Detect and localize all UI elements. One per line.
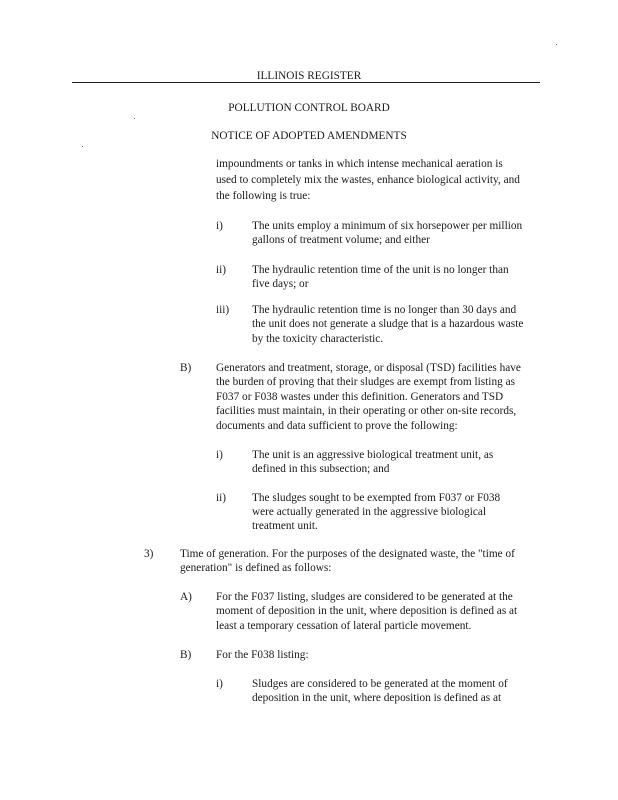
list-marker: ii) xyxy=(216,492,227,504)
list-item-line: defined in this subsection; and xyxy=(252,463,390,475)
list-item-line: the unit does not generate a sludge that is a hazardous waste xyxy=(252,318,524,330)
board-title: POLLUTION CONTROL BOARD xyxy=(228,102,390,114)
body-line: For the F037 listing, sludges are considered to be generated at the xyxy=(216,591,513,603)
body-line: documents and data sufficient to prove the following: xyxy=(216,420,458,432)
list-item-line: The sludges sought to be exempted from F037 or F038 xyxy=(252,492,501,504)
list-item-line: The units employ a minimum of six horsepower per million xyxy=(252,220,523,232)
body-line: moment of deposition in the unit, where deposition is defined as at xyxy=(216,605,518,617)
list-item-line: treatment unit. xyxy=(252,520,318,532)
para-marker: B) xyxy=(180,362,192,374)
list-marker: ii) xyxy=(216,264,227,276)
body-line: For the F038 listing: xyxy=(216,649,309,661)
notice-title: NOTICE OF ADOPTED AMENDMENTS xyxy=(211,130,407,142)
list-marker: i) xyxy=(216,220,223,232)
list-marker: iii) xyxy=(216,304,230,316)
list-item-line: five days; or xyxy=(252,278,309,290)
body-line: the following is true: xyxy=(216,190,311,202)
body-line: F037 or F038 wastes under this definition. Generators and TSD xyxy=(216,391,504,403)
scan-speck xyxy=(82,146,83,147)
body-line: Generators and treatment, storage, or disposal (TSD) facilities have xyxy=(216,362,521,374)
list-item-line: Sludges are considered to be generated at the moment of xyxy=(252,678,508,690)
body-line: least a temporary cessation of lateral particle movement. xyxy=(216,620,472,632)
list-marker: i) xyxy=(216,449,223,461)
register-title: ILLINOIS REGISTER xyxy=(256,70,362,82)
para-marker: A) xyxy=(180,591,192,603)
header-rule xyxy=(72,82,540,83)
list-item-line: The unit is an aggressive biological treatment unit, as xyxy=(252,449,494,461)
list-item-line: were actually generated in the aggressive biological xyxy=(252,506,486,518)
body-line: generation" is defined as follows: xyxy=(180,562,332,574)
body-line: impoundments or tanks in which intense mechanical aeration is xyxy=(216,158,503,170)
list-item-line: The hydraulic retention time is no longer than 30 days and xyxy=(252,304,517,316)
para-marker: 3) xyxy=(144,548,154,560)
list-marker: i) xyxy=(216,678,223,690)
para-marker: B) xyxy=(180,649,192,661)
body-line: Time of generation. For the purposes of the designated waste, the "time of xyxy=(180,548,515,560)
body-line: used to completely mix the wastes, enhance biological activity, and xyxy=(216,174,520,186)
scan-speck xyxy=(134,118,135,119)
list-item-line: The hydraulic retention time of the unit is no longer than xyxy=(252,264,509,276)
body-line: the burden of proving that their sludges are exempt from listing as xyxy=(216,376,515,388)
list-item-line: gallons of treatment volume; and either xyxy=(252,234,430,246)
list-item-line: deposition in the unit, where deposition is defined as at xyxy=(252,692,502,704)
body-line: facilities must maintain, in their operating or other on-site records, xyxy=(216,405,517,417)
scan-speck xyxy=(556,44,557,45)
list-item-line: by the toxicity characteristic. xyxy=(252,333,384,345)
